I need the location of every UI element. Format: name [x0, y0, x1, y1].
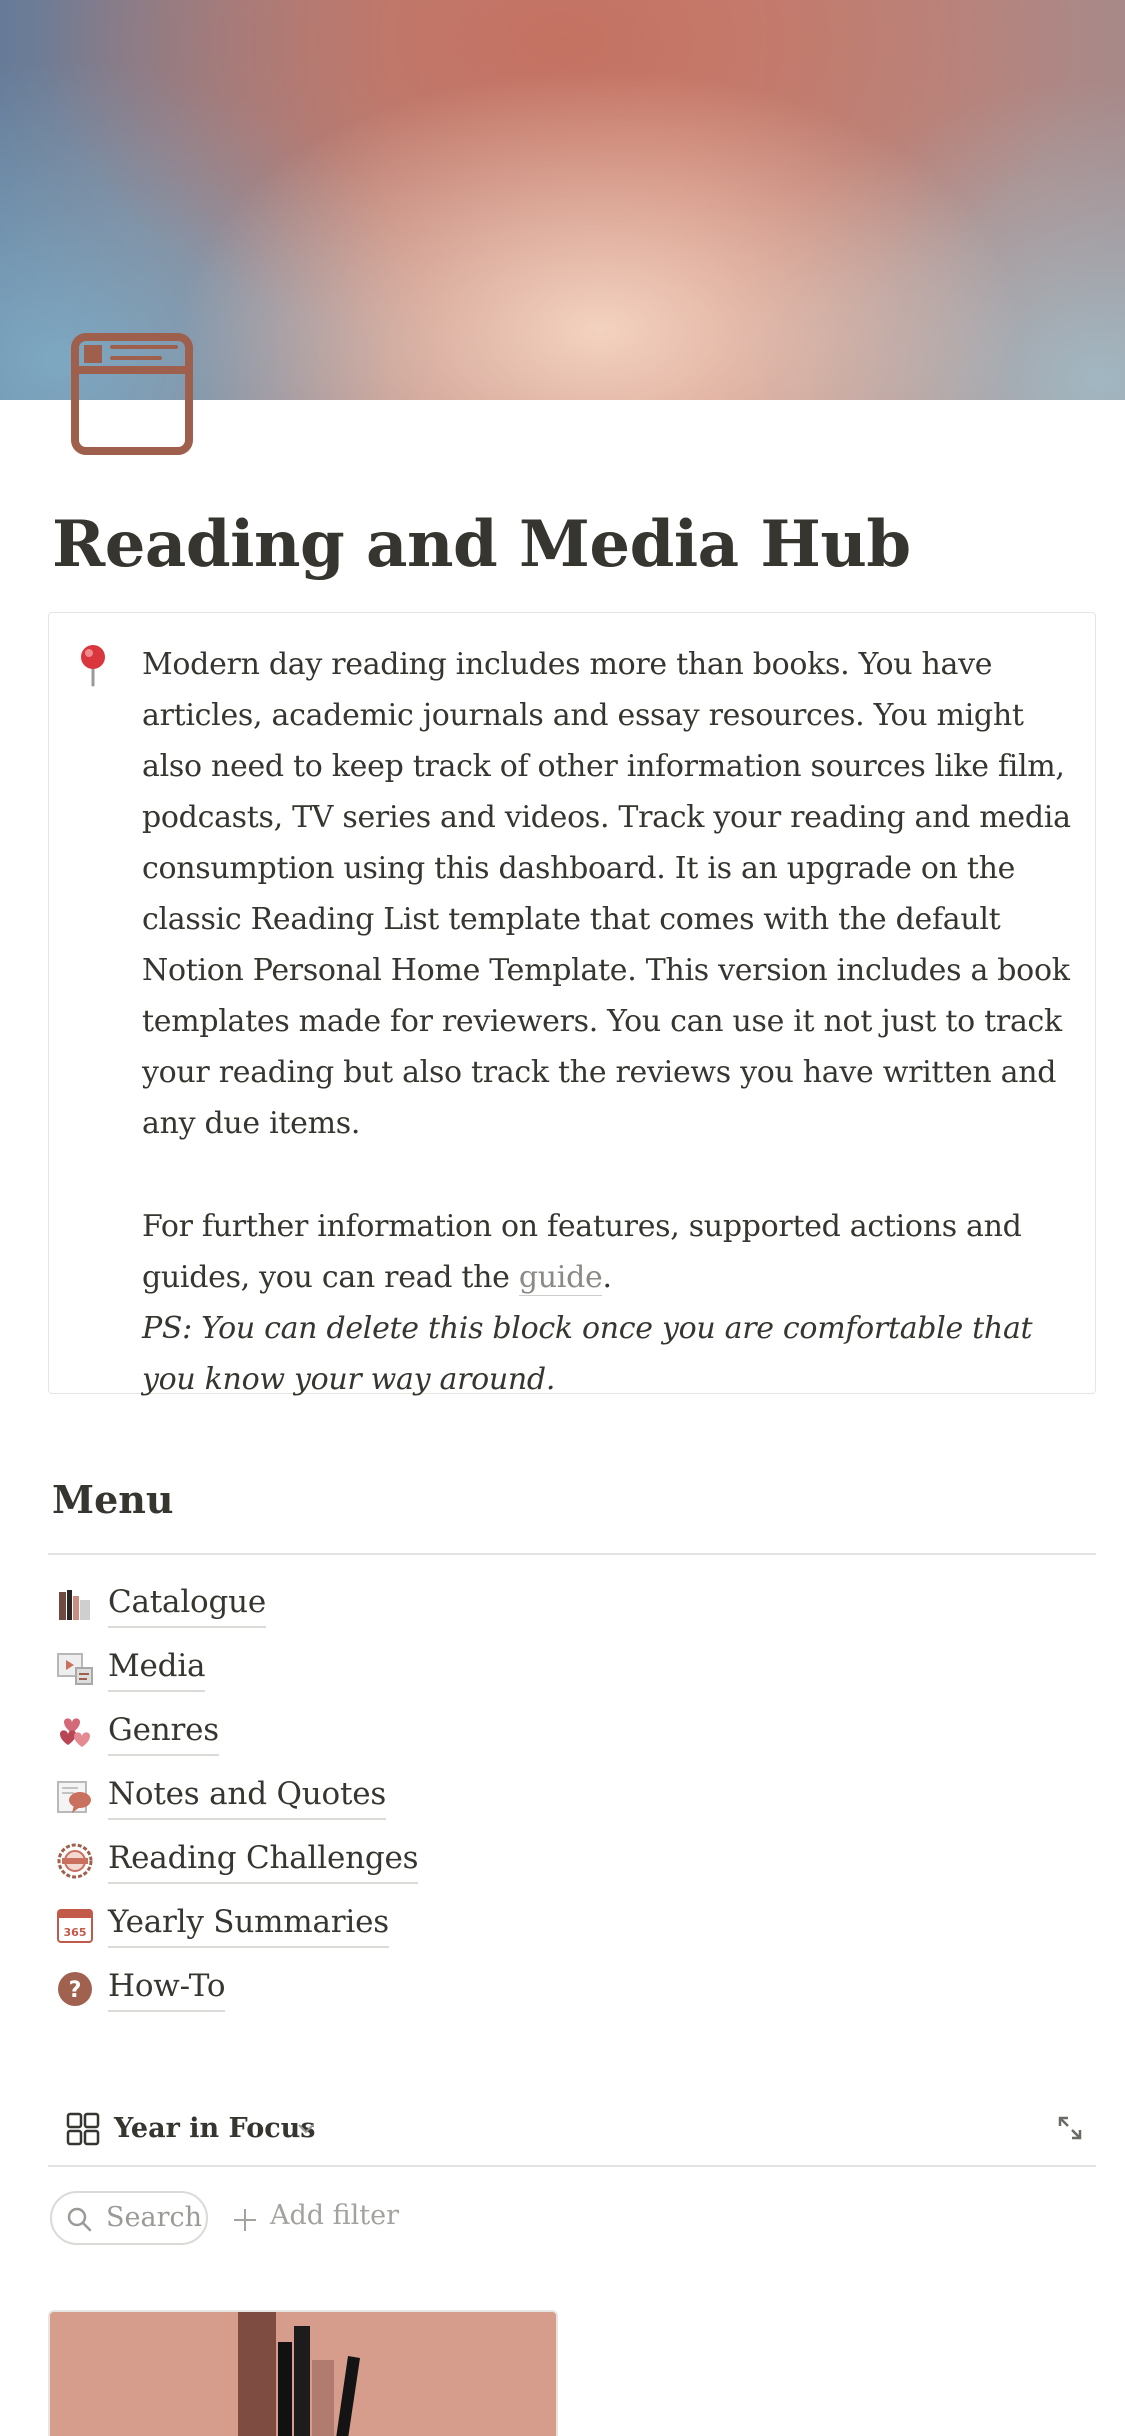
page-title[interactable]: Reading and Media Hub [52, 507, 911, 582]
view-selector[interactable]: Year in Focus [114, 2113, 316, 2144]
expand-icon[interactable] [1052, 2110, 1088, 2146]
calendar-365-text: 365 [63, 1926, 87, 1939]
menu-item-catalogue[interactable] [52, 1572, 752, 1636]
plus-icon [232, 2207, 258, 2233]
further-info-text: For further information on features, supported actions and guides, you can read the [142, 1209, 1022, 1295]
callout-text [142, 639, 1082, 1405]
search-icon [66, 2206, 92, 2232]
menu-item-label: Notes and Quotes [108, 1770, 386, 1820]
calendar-365-icon [56, 1906, 94, 1944]
menu-item-label: Reading Challenges [108, 1834, 418, 1884]
gallery-card[interactable] [48, 2310, 558, 2436]
add-filter-label: Add filter [270, 2200, 400, 2231]
menu-item-label: Media [108, 1642, 205, 1692]
menu-list [52, 1572, 752, 2020]
callout-further-info [142, 1201, 1082, 1303]
books-icon [56, 1586, 94, 1624]
menu-item-label: Yearly Summaries [108, 1898, 389, 1948]
search-button[interactable] [50, 2191, 208, 2245]
round-pushpin-icon [75, 643, 111, 687]
menu-item-yearly-summaries[interactable] [52, 1892, 752, 1956]
speech-note-icon [56, 1778, 94, 1816]
menu-item-notes-and-quotes[interactable] [52, 1764, 752, 1828]
question-mark-text: ? [68, 1978, 82, 2003]
menu-item-reading-challenges[interactable] [52, 1828, 752, 1892]
guide-link[interactable]: guide [518, 1260, 603, 1295]
media-icon [56, 1650, 94, 1688]
menu-item-how-to[interactable] [52, 1956, 752, 2020]
database-view-bar [48, 2096, 1096, 2166]
chevron-down-icon[interactable] [296, 2118, 316, 2138]
gallery-view-icon [66, 2112, 100, 2146]
divider [48, 1553, 1096, 1555]
menu-item-genres[interactable] [52, 1700, 752, 1764]
menu-item-label: Catalogue [108, 1578, 266, 1628]
card-cover-books-image [50, 2312, 558, 2436]
question-icon [56, 1970, 94, 2008]
divider [48, 2165, 1096, 2167]
challenge-badge-icon [56, 1842, 94, 1880]
callout-paragraph: Modern day reading includes more than books. You have articles, academic journals and essay resources. You might also need to keep track of other information sources like film, podcasts, TV series and videos. Track your reading and media consumption using this dashboard. It is an upgrade on the classic Reading List template that comes with the default Notion Personal Home Template. This version includes a book templates made for reviewers. You can use it not just to track your reading but also track the reviews you have written and any due items. [142, 647, 1071, 1141]
hearts-icon [56, 1714, 94, 1752]
search-label: Search [106, 2202, 202, 2233]
menu-heading: Menu [52, 1477, 174, 1522]
menu-item-media[interactable] [52, 1636, 752, 1700]
further-info-period: . [602, 1260, 612, 1295]
intro-callout[interactable] [48, 612, 1096, 1397]
browser-window-icon[interactable] [70, 332, 194, 456]
menu-item-label: How-To [108, 1962, 225, 2012]
callout-ps-note: PS: You can delete this block once you are comfortable that you know your way around. [142, 1311, 1033, 1397]
menu-item-label: Genres [108, 1706, 219, 1756]
